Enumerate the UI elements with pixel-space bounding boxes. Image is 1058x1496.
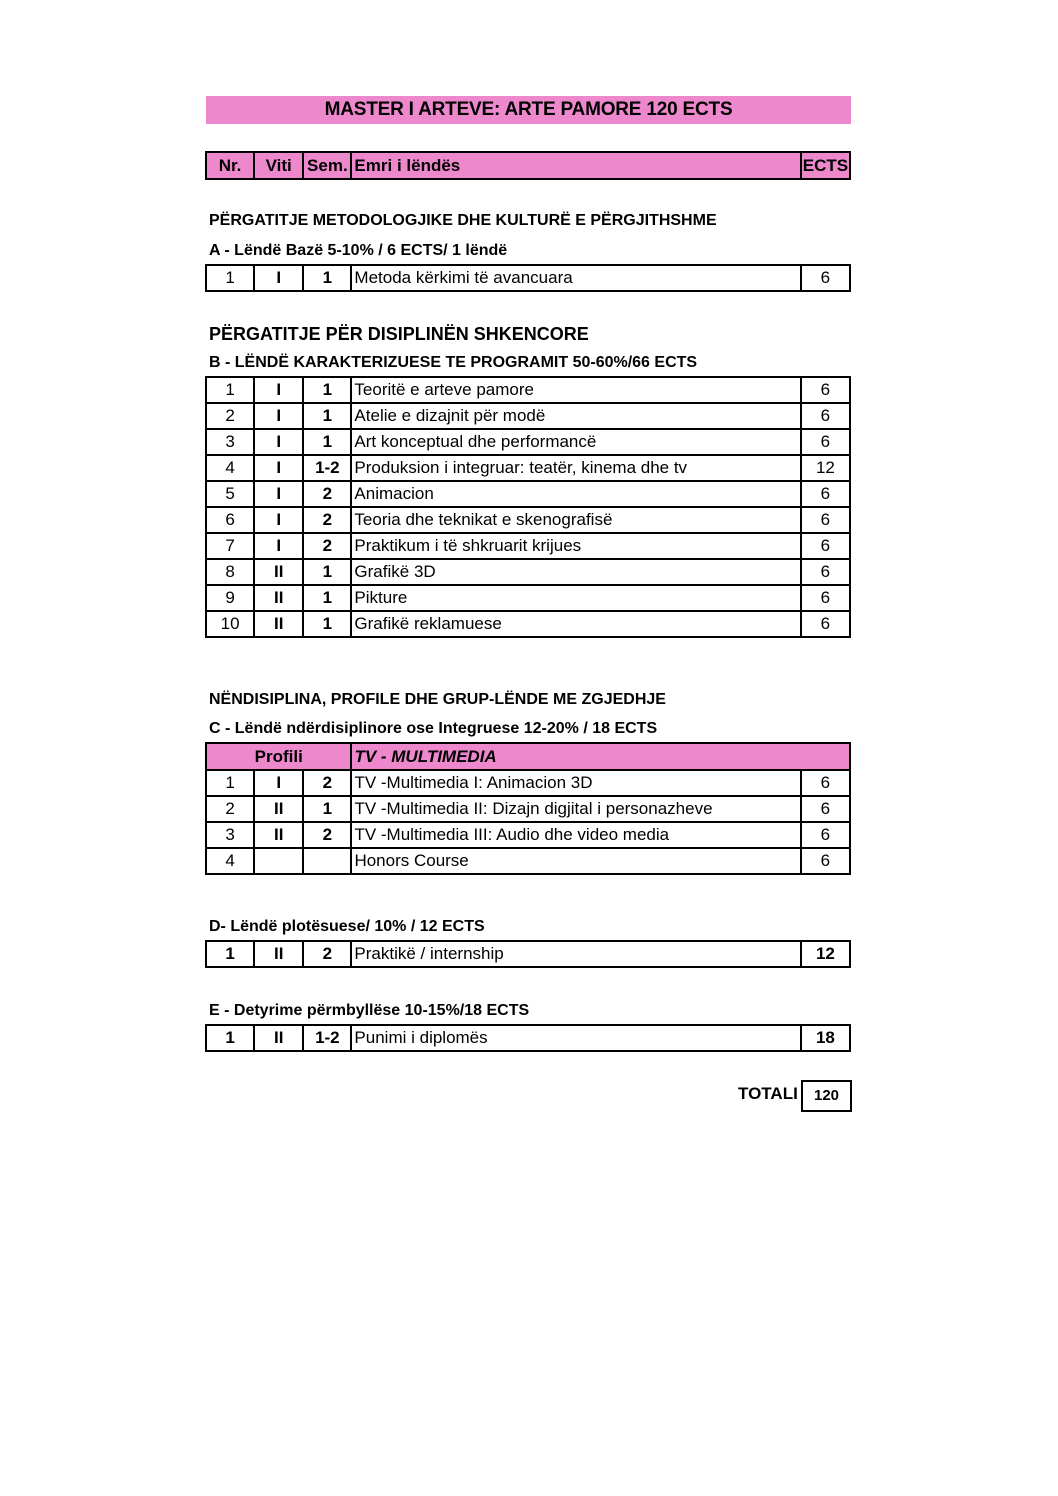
table-row <box>206 585 850 611</box>
cell-viti: I <box>254 770 303 796</box>
section-c-table <box>205 742 851 875</box>
cell-emri: TV -Multimedia II: Dizajn digjital i personazheve <box>351 796 800 822</box>
cell-ects: 6 <box>801 507 850 533</box>
cell-sem: 1 <box>303 611 351 637</box>
cell-emri: Pikture <box>351 585 800 611</box>
section-main-3: NËNDISIPLINA, PROFILE DHE GRUP-LËNDE ME ZGJEDHJE <box>209 691 666 708</box>
cell-viti: II <box>254 1025 303 1051</box>
cell-sem: 1 <box>303 265 351 291</box>
table-row <box>206 770 850 796</box>
cell-nr: 1 <box>206 1025 254 1051</box>
cell-emri: Teoritë e arteve pamore <box>351 377 800 403</box>
table-row <box>206 377 850 403</box>
cell-nr: 3 <box>206 429 254 455</box>
cell-nr: 1 <box>206 941 254 967</box>
cell-sem: 1 <box>303 585 351 611</box>
cell-ects: 18 <box>801 1025 850 1051</box>
cell-sem: 1 <box>303 429 351 455</box>
table-row <box>206 429 850 455</box>
profile-row <box>206 743 850 770</box>
section-main-1: PËRGATITJE METODOLOGJIKE DHE KULTURË E PËRGJITHSHME <box>209 212 717 229</box>
section-b-title: B - LËNDË KARAKTERIZUESE TE PROGRAMIT 50-60%/66 ECTS <box>209 354 698 371</box>
header-emri: Emri i lëndës <box>351 152 800 179</box>
table-row <box>206 822 850 848</box>
cell-sem: 1 <box>303 796 351 822</box>
cell-nr: 8 <box>206 559 254 585</box>
table-row <box>206 1025 850 1051</box>
cell-ects: 6 <box>801 377 850 403</box>
cell-ects: 12 <box>801 941 850 967</box>
cell-sem <box>303 848 351 874</box>
cell-viti: I <box>254 533 303 559</box>
cell-nr: 1 <box>206 770 254 796</box>
cell-nr: 5 <box>206 481 254 507</box>
cell-ects: 6 <box>801 481 850 507</box>
cell-nr: 4 <box>206 455 254 481</box>
section-a-title: A - Lëndë Bazë 5-10% / 6 ECTS/ 1 lëndë <box>209 242 508 259</box>
cell-ects: 6 <box>801 611 850 637</box>
table-row <box>206 941 850 967</box>
cell-viti: I <box>254 377 303 403</box>
cell-emri: TV -Multimedia I: Animacion 3D <box>351 770 800 796</box>
cell-viti: II <box>254 941 303 967</box>
section-b-table <box>205 376 851 638</box>
cell-nr: 1 <box>206 265 254 291</box>
section-c-title: C - Lëndë ndërdisiplinore ose Integruese 12-20% / 18 ECTS <box>209 720 658 737</box>
cell-ects: 6 <box>801 770 850 796</box>
cell-emri: Grafikë 3D <box>351 559 800 585</box>
cell-ects: 6 <box>801 796 850 822</box>
cell-emri: Praktikë / internship <box>351 941 800 967</box>
cell-viti: II <box>254 796 303 822</box>
cell-sem: 2 <box>303 481 351 507</box>
cell-sem: 2 <box>303 507 351 533</box>
cell-emri: Animacion <box>351 481 800 507</box>
header-table <box>205 151 851 180</box>
cell-nr: 4 <box>206 848 254 874</box>
section-b-rows <box>206 377 850 637</box>
cell-viti: I <box>254 481 303 507</box>
cell-ects: 6 <box>801 429 850 455</box>
cell-viti: I <box>254 507 303 533</box>
profile-name: TV - MULTIMEDIA <box>351 743 850 770</box>
cell-nr: 10 <box>206 611 254 637</box>
cell-emri: Teoria dhe teknikat e skenografisë <box>351 507 800 533</box>
cell-viti: I <box>254 429 303 455</box>
cell-ects: 6 <box>801 822 850 848</box>
cell-emri: Grafikë reklamuese <box>351 611 800 637</box>
cell-viti: II <box>254 585 303 611</box>
cell-ects: 6 <box>801 403 850 429</box>
cell-nr: 6 <box>206 507 254 533</box>
cell-sem: 1-2 <box>303 455 351 481</box>
cell-nr: 1 <box>206 377 254 403</box>
totali-label: TOTALI <box>738 1084 798 1103</box>
cell-nr: 9 <box>206 585 254 611</box>
cell-sem: 1 <box>303 559 351 585</box>
cell-emri: Honors Course <box>351 848 800 874</box>
section-c-rows <box>206 770 850 874</box>
cell-emri: Punimi i diplomës <box>351 1025 800 1051</box>
header-nr: Nr. <box>206 152 254 179</box>
cell-emri: Produksion i integruar: teatër, kinema dhe tv <box>351 455 800 481</box>
cell-viti: II <box>254 611 303 637</box>
cell-ects: 6 <box>801 585 850 611</box>
cell-viti: I <box>254 265 303 291</box>
table-row <box>206 848 850 874</box>
cell-ects: 6 <box>801 848 850 874</box>
cell-viti: I <box>254 403 303 429</box>
cell-sem: 2 <box>303 770 351 796</box>
table-row <box>206 507 850 533</box>
page-title: MASTER I ARTEVE: ARTE PAMORE 120 ECTS <box>206 96 851 124</box>
section-e-table <box>205 1024 851 1052</box>
cell-emri: Atelie e dizajnit për modë <box>351 403 800 429</box>
table-row <box>206 559 850 585</box>
cell-sem: 1 <box>303 403 351 429</box>
cell-ects: 12 <box>801 455 850 481</box>
cell-ects: 6 <box>801 265 850 291</box>
table-row <box>206 403 850 429</box>
cell-viti: II <box>254 822 303 848</box>
table-row <box>206 265 850 291</box>
cell-viti <box>254 848 303 874</box>
section-d-table <box>205 940 851 968</box>
cell-emri: Praktikum i të shkruarit krijues <box>351 533 800 559</box>
header-row <box>206 152 850 179</box>
section-e-title: E - Detyrime përmbyllëse 10-15%/18 ECTS <box>209 1002 530 1019</box>
cell-emri: Metoda kërkimi të avancuara <box>351 265 800 291</box>
cell-sem: 1 <box>303 377 351 403</box>
table-row <box>206 611 850 637</box>
totali-value: 120 <box>801 1080 852 1112</box>
header-viti: Viti <box>254 152 303 179</box>
cell-viti: II <box>254 559 303 585</box>
table-row <box>206 796 850 822</box>
cell-emri: Art konceptual dhe performancë <box>351 429 800 455</box>
section-main-2: PËRGATITJE PËR DISIPLINËN SHKENCORE <box>209 324 589 344</box>
cell-ects: 6 <box>801 533 850 559</box>
cell-sem: 2 <box>303 941 351 967</box>
cell-sem: 2 <box>303 822 351 848</box>
header-ects: ECTS <box>801 152 850 179</box>
table-row <box>206 455 850 481</box>
table-row <box>206 533 850 559</box>
section-a-table <box>205 264 851 292</box>
cell-nr: 7 <box>206 533 254 559</box>
cell-sem: 2 <box>303 533 351 559</box>
table-row <box>206 481 850 507</box>
cell-viti: I <box>254 455 303 481</box>
cell-ects: 6 <box>801 559 850 585</box>
header-sem: Sem. <box>303 152 351 179</box>
profile-label: Profili <box>206 743 351 770</box>
cell-sem: 1-2 <box>303 1025 351 1051</box>
cell-nr: 2 <box>206 403 254 429</box>
section-d-title: D- Lëndë plotësuese/ 10% / 12 ECTS <box>209 918 485 935</box>
cell-nr: 3 <box>206 822 254 848</box>
cell-emri: TV -Multimedia III: Audio dhe video media <box>351 822 800 848</box>
cell-nr: 2 <box>206 796 254 822</box>
